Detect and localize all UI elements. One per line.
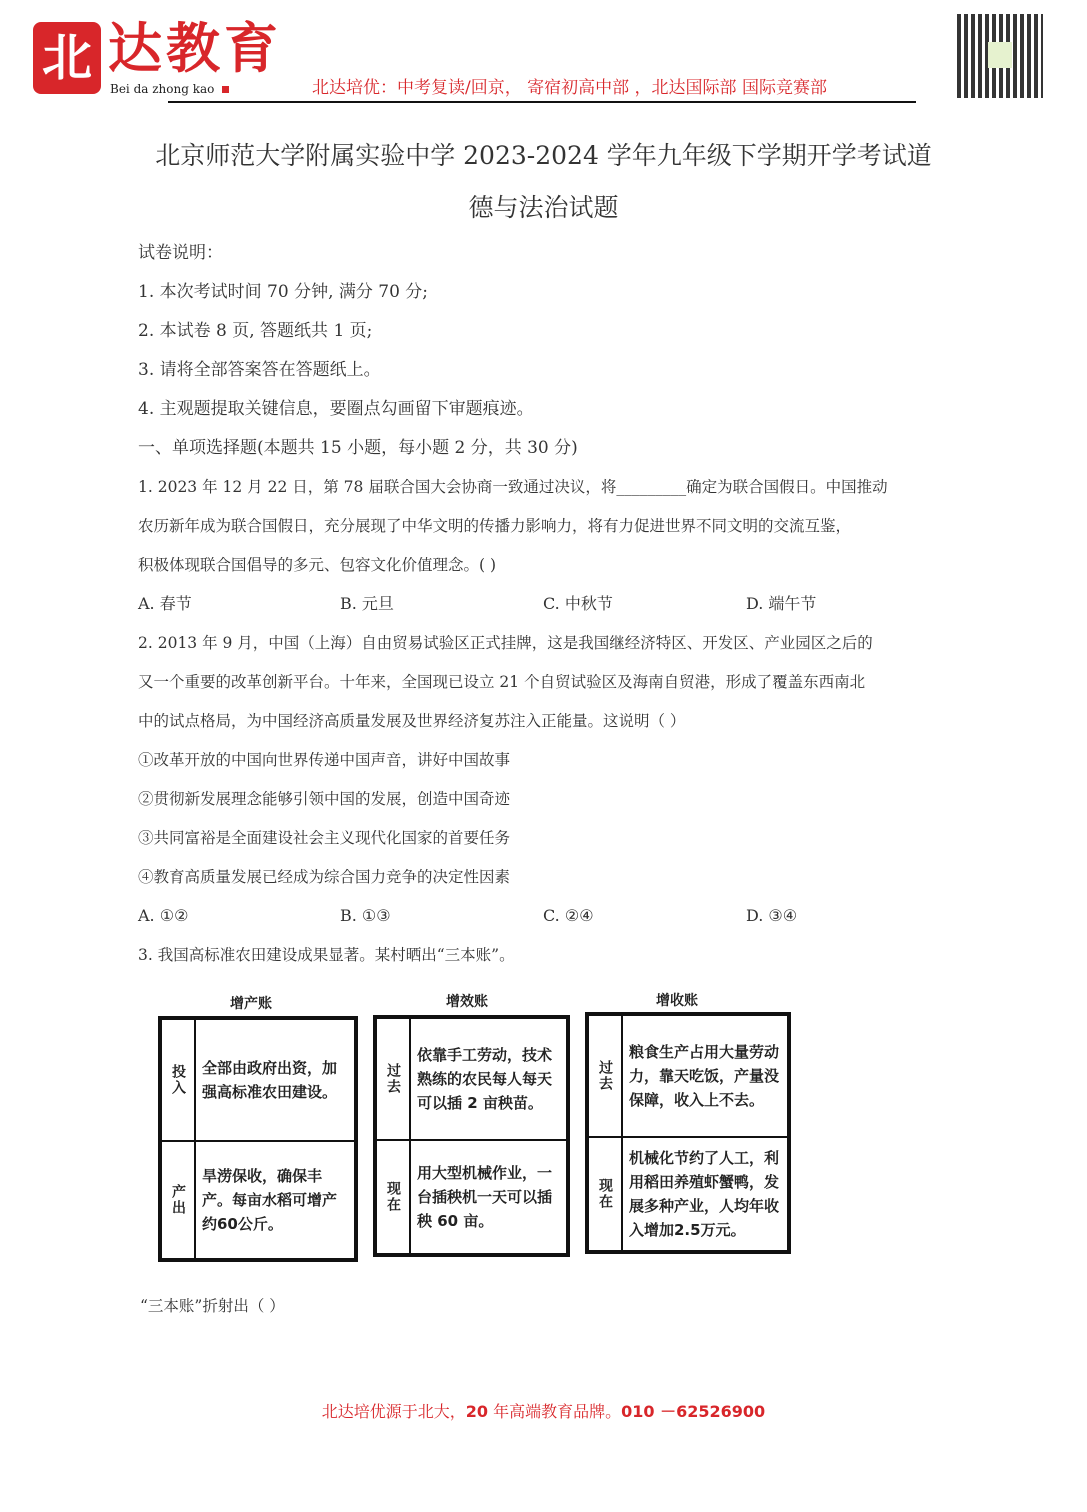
footer-text: 北达培优源于北大， (321, 1402, 466, 1421)
q2-statement: ④教育高质量发展已经成为综合国力竞争的决定性因素 (138, 868, 511, 886)
footer-years: 20 (465, 1402, 489, 1421)
header-rule (168, 101, 916, 103)
footer-phone: 010 －62526900 (621, 1402, 766, 1421)
footer-text2: 年高端教育品牌。 (488, 1402, 622, 1421)
row-text: 机械化节约了人工，利用稻田养殖虾蟹鸭，发展多种产业，人均年收入增加2.5万元。 (622, 1137, 788, 1251)
row-text: 依靠手工劳动，技术熟练的农民每人每天可以插 2 亩秧苗。 (410, 1018, 567, 1140)
row-text: 粮食生产占用大量劳动力，靠天吃饭，产量没保障，收入上不去。 (622, 1015, 788, 1137)
row-head: 投入 (161, 1019, 195, 1141)
instructions-heading: 试卷说明： (138, 243, 223, 263)
q2-line: 2. 2013 年 9 月，中国（上海）自由贸易试验区正式挂牌，这是我国继经济特区、开发区、产业园区之后的 (138, 634, 873, 652)
logo-sub-text: Bei da zhong kao (110, 82, 215, 96)
logo-mark: 北 (33, 22, 101, 94)
q2-statement: ②贯彻新发展理念能够引领中国的发展，创造中国奇迹 (138, 790, 511, 808)
q1-option-a[interactable]: A. 春节 (138, 594, 192, 613)
header-slogan: 北达培优：中考复读/回京， 寄宿初高中部 ，北达国际部 国际竞赛部 (312, 78, 827, 98)
q3-question: “三本账”折射出（ ） (140, 1297, 285, 1315)
row-text: 旱涝保收，确保丰产。每亩水稻可增产约60公斤。 (195, 1141, 355, 1259)
page-title: 北京师范大学附属实验中学 2023-2024 学年九年级下学期开学考试道 (155, 141, 932, 170)
ledger-table-income (585, 1012, 791, 1254)
page-title-line2: 德与法治试题 (468, 193, 619, 222)
row-text: 全部由政府出资，加强高标准农田建设。 (195, 1019, 355, 1141)
q3-stem: 3. 我国高标准农田建设成果显著。某村晒出“三本账”。 (138, 946, 515, 964)
q2-statement: ③共同富裕是全面建设社会主义现代化国家的首要任务 (138, 829, 511, 847)
logo-text: 达教育 (108, 16, 282, 80)
q2-option-c[interactable]: C. ②④ (543, 906, 594, 925)
q2-statement: ①改革开放的中国向世界传递中国声音，讲好中国故事 (138, 751, 511, 769)
footer (0, 1402, 1087, 1422)
qr-center-logo (988, 42, 1012, 68)
square-icon (222, 86, 229, 93)
row-head: 现在 (376, 1140, 410, 1254)
q1-option-c[interactable]: C. 中秋节 (543, 594, 613, 613)
row-head: 过去 (376, 1018, 410, 1140)
instruction-item: 4. 主观题提取关键信息，要圈点勾画留下审题痕迹。 (138, 399, 534, 419)
q1-option-d[interactable]: D. 端午节 (746, 594, 817, 613)
row-head: 产出 (161, 1141, 195, 1259)
row-text: 用大型机械作业，一台插秧机一天可以插秧 60 亩。 (410, 1140, 567, 1254)
table-caption: 增效账 (446, 994, 488, 1010)
row-head: 现在 (588, 1137, 622, 1251)
q1-line: 农历新年成为联合国假日，充分展现了中华文明的传播力影响力，将有力促进世界不同文明的交流互鉴， (138, 517, 852, 535)
ledger-table-efficiency (373, 1015, 570, 1257)
q1-option-b[interactable]: B. 元旦 (340, 594, 394, 613)
q2-line: 又一个重要的改革创新平台。十年来，全国现已设立 21 个自贸试验区及海南自贸港，形成了覆盖东西南北 (138, 673, 866, 691)
instruction-item: 1. 本次考试时间 70 分钟, 满分 70 分; (138, 282, 429, 302)
logo-subtitle (110, 82, 229, 96)
ledger-table-production (158, 1016, 358, 1262)
table-caption: 增收账 (656, 993, 698, 1009)
instruction-item: 2. 本试卷 8 页, 答题纸共 1 页; (138, 321, 373, 341)
q1-line: 1. 2023 年 12 月 22 日，第 78 届联合国大会协商一致通过决议，将_________确定为联合国假日。中国推动 (138, 478, 888, 496)
section-heading: 一、单项选择题(本题共 15 小题，每小题 2 分，共 30 分) (138, 438, 578, 458)
row-head: 过去 (588, 1015, 622, 1137)
q1-line: 积极体现联合国倡导的多元、包容文化价值理念。( ) (138, 556, 497, 574)
q2-option-d[interactable]: D. ③④ (746, 906, 798, 925)
q2-line: 中的试点格局，为中国经济高质量发展及世界经济复苏注入正能量。这说明（ ） (138, 712, 686, 730)
q2-option-a[interactable]: A. ①② (138, 906, 189, 925)
table-caption: 增产账 (230, 996, 272, 1012)
instruction-item: 3. 请将全部答案答在答题纸上。 (138, 360, 381, 380)
q2-option-b[interactable]: B. ①③ (340, 906, 391, 925)
